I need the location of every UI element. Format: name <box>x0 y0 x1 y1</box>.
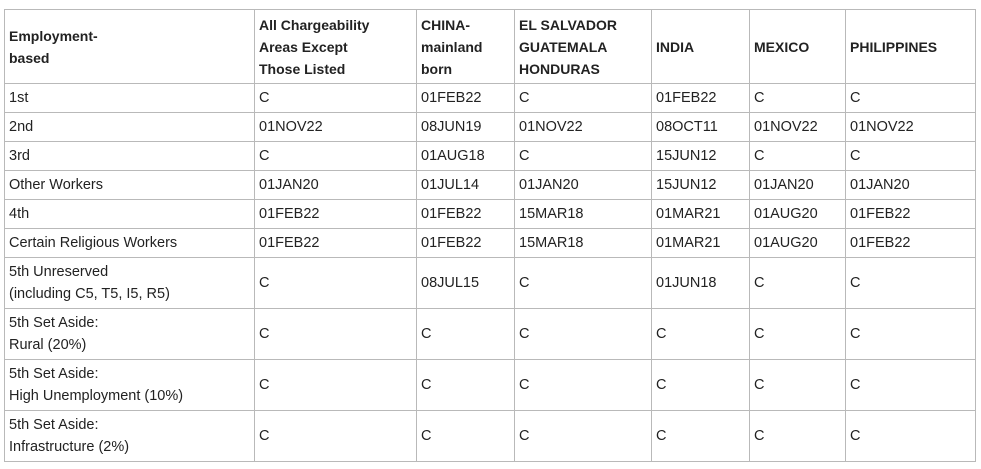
date-cell: C <box>750 360 846 411</box>
table-row <box>5 113 976 142</box>
date-cell: C <box>750 142 846 171</box>
date-cell: 01JAN20 <box>515 171 652 200</box>
row-label-line: 3rd <box>9 148 30 164</box>
date-cell: C <box>255 360 417 411</box>
header-all-chargeability <box>255 10 417 84</box>
date-cell: 01FEB22 <box>846 229 976 258</box>
row-label-line: Certain Religious Workers <box>9 235 178 251</box>
date-cell: C <box>750 309 846 360</box>
date-cell: C <box>515 258 652 309</box>
row-label-cell <box>5 411 255 462</box>
row-label-cell <box>5 258 255 309</box>
row-label-cell <box>5 309 255 360</box>
row-label-line: 1st <box>9 90 29 106</box>
date-cell: 15JUN12 <box>652 142 750 171</box>
header-employment-based <box>5 10 255 84</box>
date-cell: C <box>255 309 417 360</box>
date-cell: 01NOV22 <box>515 113 652 142</box>
date-cell: C <box>652 411 750 462</box>
date-cell: C <box>846 84 976 113</box>
date-cell: C <box>515 411 652 462</box>
date-cell: C <box>417 360 515 411</box>
date-cell: 01FEB22 <box>417 229 515 258</box>
row-label-line: 5th Unreserved <box>9 264 109 280</box>
table-row <box>5 360 976 411</box>
date-cell: 01AUG18 <box>417 142 515 171</box>
row-label-cell <box>5 84 255 113</box>
date-cell: 01FEB22 <box>255 200 417 229</box>
header-line: Those Listed <box>259 60 346 77</box>
header-line: mainland <box>421 38 483 55</box>
date-cell: 15MAR18 <box>515 200 652 229</box>
row-label-line: High Unemployment (10%) <box>9 388 184 404</box>
row-label-cell <box>5 113 255 142</box>
date-cell: 01JAN20 <box>750 171 846 200</box>
date-cell: 01FEB22 <box>417 84 515 113</box>
header-line: Areas Except <box>259 38 348 55</box>
header-line: EL SALVADOR <box>519 16 618 33</box>
header-line: born <box>421 60 453 77</box>
date-cell: 01AUG20 <box>750 200 846 229</box>
row-label-line: 5th Set Aside: <box>9 417 99 433</box>
header-line: CHINA- <box>421 16 470 33</box>
date-cell: 01MAR21 <box>652 229 750 258</box>
employment-based-dates-table <box>4 9 976 462</box>
header-line: PHILIPPINES <box>850 38 938 55</box>
table-row <box>5 171 976 200</box>
header-row <box>5 10 976 84</box>
header-philippines <box>846 10 976 84</box>
date-cell: C <box>515 142 652 171</box>
date-cell: 01NOV22 <box>255 113 417 142</box>
date-cell: 15JUN12 <box>652 171 750 200</box>
date-cell: C <box>255 411 417 462</box>
date-cell: 08OCT11 <box>652 113 750 142</box>
header-line: All Chargeability <box>259 16 370 33</box>
header-line: GUATEMALA <box>519 38 608 55</box>
header-line: Employment- <box>9 27 98 44</box>
date-cell: C <box>652 309 750 360</box>
row-label-line: 5th Set Aside: <box>9 366 99 382</box>
visa-bulletin-table-container <box>4 9 976 462</box>
row-label-cell <box>5 229 255 258</box>
row-label-cell <box>5 360 255 411</box>
table-row <box>5 142 976 171</box>
date-cell: C <box>255 258 417 309</box>
table-row <box>5 84 976 113</box>
table-row <box>5 229 976 258</box>
header-mexico <box>750 10 846 84</box>
date-cell: C <box>846 309 976 360</box>
date-cell: C <box>750 84 846 113</box>
header-line: HONDURAS <box>519 60 600 77</box>
date-cell: 01FEB22 <box>417 200 515 229</box>
table-row <box>5 200 976 229</box>
date-cell: 01FEB22 <box>652 84 750 113</box>
header-line: INDIA <box>656 38 695 55</box>
date-cell: C <box>750 411 846 462</box>
row-label-line: Rural (20%) <box>9 337 87 353</box>
date-cell: C <box>515 360 652 411</box>
row-label-cell <box>5 142 255 171</box>
date-cell: C <box>846 411 976 462</box>
date-cell: C <box>417 309 515 360</box>
date-cell: C <box>417 411 515 462</box>
row-label-line: Infrastructure (2%) <box>9 439 130 455</box>
row-label-cell <box>5 171 255 200</box>
date-cell: 01JAN20 <box>846 171 976 200</box>
date-cell: C <box>255 142 417 171</box>
date-cell: C <box>515 309 652 360</box>
date-cell: 01JAN20 <box>255 171 417 200</box>
date-cell: C <box>652 360 750 411</box>
date-cell: 01FEB22 <box>255 229 417 258</box>
row-label-line: Other Workers <box>9 177 104 193</box>
header-line: based <box>9 49 50 66</box>
row-label-line: 2nd <box>9 119 34 135</box>
row-label-line: (including C5, T5, I5, R5) <box>9 286 170 302</box>
table-row <box>5 411 976 462</box>
row-label-cell <box>5 200 255 229</box>
date-cell: C <box>750 258 846 309</box>
date-cell: C <box>846 360 976 411</box>
date-cell: C <box>846 258 976 309</box>
header-line: MEXICO <box>754 38 810 55</box>
header-el-salvador-guatemala-honduras <box>515 10 652 84</box>
date-cell: 01NOV22 <box>846 113 976 142</box>
date-cell: 01FEB22 <box>846 200 976 229</box>
date-cell: 01JUL14 <box>417 171 515 200</box>
date-cell: 01JUN18 <box>652 258 750 309</box>
date-cell: 15MAR18 <box>515 229 652 258</box>
table-body <box>5 84 976 462</box>
date-cell: 08JUN19 <box>417 113 515 142</box>
header-china <box>417 10 515 84</box>
table-row <box>5 258 976 309</box>
date-cell: C <box>846 142 976 171</box>
date-cell: C <box>255 84 417 113</box>
date-cell: 01MAR21 <box>652 200 750 229</box>
date-cell: 01NOV22 <box>750 113 846 142</box>
date-cell: C <box>515 84 652 113</box>
date-cell: 08JUL15 <box>417 258 515 309</box>
header-india <box>652 10 750 84</box>
row-label-line: 5th Set Aside: <box>9 315 99 331</box>
table-row <box>5 309 976 360</box>
row-label-line: 4th <box>9 206 30 222</box>
date-cell: 01AUG20 <box>750 229 846 258</box>
